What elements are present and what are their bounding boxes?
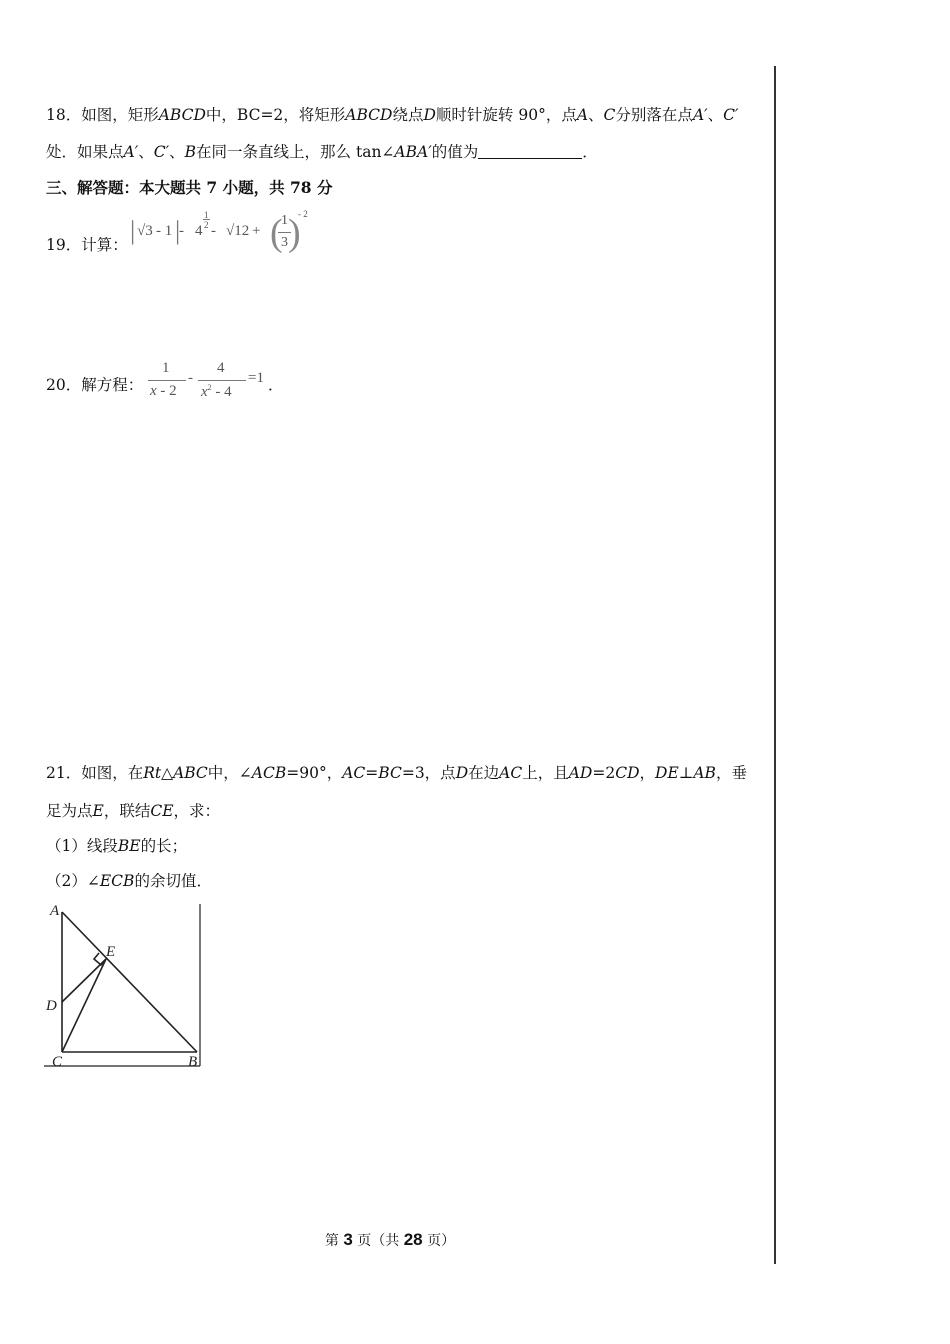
page-number: 3: [343, 1230, 353, 1249]
margin-rule: [774, 66, 776, 1264]
page-footer: 第 3 页（共 28 页）: [324, 1230, 456, 1249]
label-b: B: [188, 1054, 198, 1070]
answer-blank: [478, 144, 582, 159]
q19-label: 19．计算：: [46, 236, 128, 254]
label-d: D: [46, 998, 57, 1014]
q21-part-1: （1）线段BE的长；: [46, 837, 188, 855]
label-a: A: [50, 903, 60, 919]
q21-part-2: （2）∠ECB的余切值．: [46, 872, 212, 890]
segment-de: [62, 959, 106, 1002]
q21-line-1: 21．如图，在Rt△ABC中，∠ACB=90°，AC=BC=3，点D在边AC上，且AD=2CD，DE⊥AB，垂: [46, 764, 747, 782]
q20-period: ．: [268, 376, 284, 394]
q19-formula: | √3 - 1 | - 4 1 2 - √12 + ( 1 3 ) - 2: [130, 209, 308, 254]
q21-line-2: 足为点E，联结CE，求：: [46, 802, 221, 820]
segment-ce: [62, 959, 106, 1052]
label-e: E: [106, 944, 116, 960]
q21-figure: [40, 898, 210, 1074]
q18-line-1: 18．如图，矩形ABCD中，BC=2，将矩形ABCD绕点D顺时针旋转 90°，点A、C分别落在点A′、C′: [46, 106, 739, 124]
q20-equation: 1 x - 2 - 4 $x^2 - 4$ =1: [150, 360, 264, 400]
q20-label: 20．解方程：: [46, 376, 144, 394]
section-heading: 三、解答题：本大题共 7 小题，共 78 分: [46, 178, 333, 197]
q18-line-2: 处．如果点A′、C′、B在同一条直线上，那么 tan∠ABA′的值为 ．: [46, 143, 598, 161]
label-c: C: [52, 1054, 63, 1070]
page-total: 28: [403, 1230, 423, 1249]
